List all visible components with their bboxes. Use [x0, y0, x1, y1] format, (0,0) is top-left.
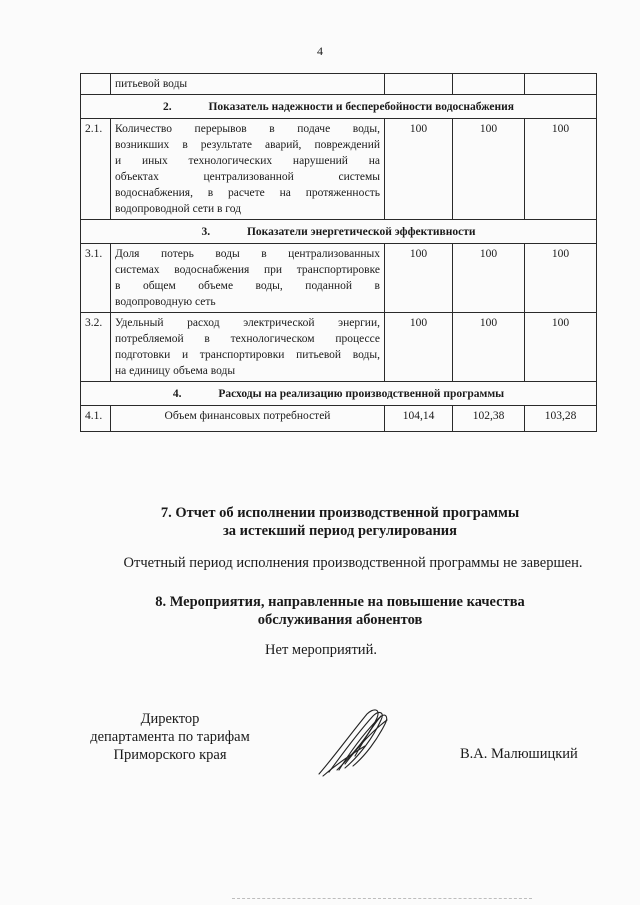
section-title: Показатель надежности и бесперебойности водоснабжения: [208, 100, 514, 113]
signatory-name: В.А. Малюшицкий: [460, 746, 578, 762]
value-cell: 100: [385, 244, 453, 313]
section-header: [81, 220, 597, 244]
row-number: 3.2.: [81, 313, 111, 382]
table-row: [81, 119, 597, 220]
section-header: [81, 95, 597, 119]
table-row: [81, 406, 597, 432]
value-cell: 100: [453, 119, 525, 220]
section7-heading: 7. Отчет об исполнении производственной программы за истекший период регулирования: [160, 505, 520, 539]
value-cell: 100: [525, 313, 597, 382]
bottom-divider: [232, 898, 532, 899]
section-number: 4.: [172, 387, 182, 400]
row-description: Объем финансовых потребностей: [111, 406, 385, 432]
row-number: 3.1.: [81, 244, 111, 313]
page-number: 4: [317, 44, 323, 58]
table-row: [81, 74, 597, 95]
row-description: питьевой воды: [111, 74, 385, 95]
row-description: Количество перерывов в подаче воды, возникших в результате аварий, повреждений и иных технологических нарушений на объектах централизованной системы водоснабжения, в расчете на протяженность водопроводной сети в год: [111, 119, 385, 220]
row-description: Доля потерь воды в централизованных системах водоснабжения при транспортировке в общем объеме воды, поданной в водопроводную сеть: [111, 244, 385, 313]
table-row: [81, 313, 597, 382]
section8-text: Нет мероприятий.: [265, 642, 377, 658]
section-number: 3.: [201, 225, 211, 238]
row-description: Удельный расход электрической энергии, потребляемой в технологическом процессе подготовки и транспортировки питьевой воды, на единицу объема воды: [111, 313, 385, 382]
section-title: Расходы на реализацию производственной программы: [218, 387, 505, 400]
value-cell: 100: [453, 244, 525, 313]
table-row: [81, 244, 597, 313]
value-cell: 100: [385, 119, 453, 220]
value-cell: 103,28: [525, 406, 597, 432]
row-number: 2.1.: [81, 119, 111, 220]
section-header: [81, 382, 597, 406]
section-title: Показатели энергетической эффективности: [246, 225, 476, 238]
row-number: 4.1.: [81, 406, 111, 432]
value-cell: 104,14: [385, 406, 453, 432]
signatory-position: Директор департамента по тарифам Приморского края: [90, 711, 250, 763]
section-number: 2.: [162, 100, 172, 113]
section7-text: Отчетный период исполнения производственной программы не завершен.: [123, 555, 583, 571]
value-cell: 100: [385, 313, 453, 382]
value-cell: 100: [525, 119, 597, 220]
value-cell: 102,38: [453, 406, 525, 432]
value-cell: 100: [525, 244, 597, 313]
value-cell: 100: [453, 313, 525, 382]
section8-heading: 8. Мероприятия, направленные на повышение качества обслуживания абонентов: [155, 594, 525, 628]
handwritten-signature: [315, 706, 395, 778]
indicators-table: [80, 73, 597, 432]
